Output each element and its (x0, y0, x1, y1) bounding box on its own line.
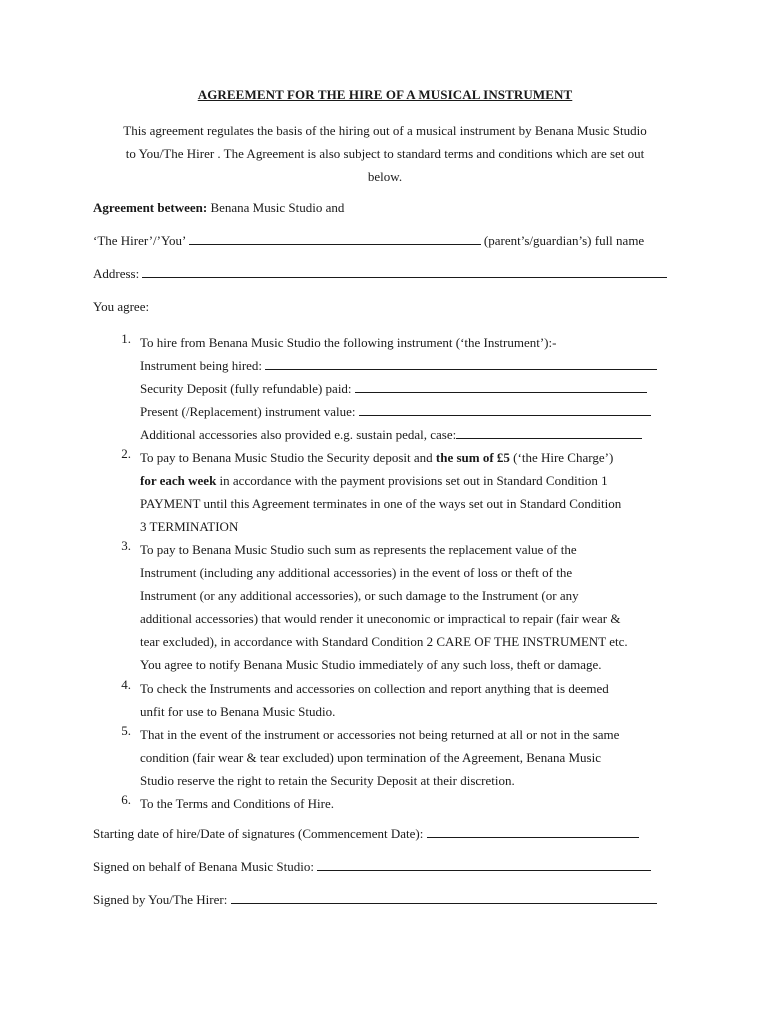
accessories-label: Additional accessories also provided e.g. sustain pedal, case: (140, 427, 457, 442)
value-field[interactable] (359, 404, 651, 416)
address-line (93, 266, 667, 282)
agreement-between-line (93, 200, 344, 216)
hire-charge-period: for each week (140, 473, 217, 488)
agreement-between-value: Benana Music Studio and (207, 200, 345, 215)
deposit-field[interactable] (355, 381, 647, 393)
list-number: 1. (121, 331, 131, 346)
signed-behalf-field[interactable] (317, 859, 651, 871)
list-item-text (140, 469, 680, 492)
starting-date-field[interactable] (427, 826, 639, 838)
list-item-text: 3 TERMINATION (140, 519, 239, 534)
signed-behalf-line (93, 859, 651, 875)
signed-hirer-label: Signed by You/The Hirer: (93, 892, 231, 907)
instrument-field[interactable] (265, 358, 657, 370)
starting-date-line (93, 826, 639, 842)
list-item-text: Studio reserve the right to retain the Security Deposit at their discretion. (140, 773, 515, 788)
hirer-suffix: (parent’s/guardian’s) full name (480, 233, 645, 248)
list-item-text: That in the event of the instrument or accessories not being returned at all or not in the same (140, 727, 620, 742)
instrument-label: Instrument being hired: (140, 358, 266, 373)
list-item-text: Instrument (or any additional accessories), or such damage to the Instrument (or any (140, 588, 579, 603)
list-item-text: condition (fair wear & tear excluded) upon termination of the Agreement, Benana Music (140, 750, 601, 765)
list-item-text: unfit for use to Benana Music Studio. (140, 704, 336, 719)
you-agree: You agree: (93, 299, 150, 314)
list-item-text: To the Terms and Conditions of Hire. (140, 796, 334, 811)
intro-line: below. (367, 169, 403, 184)
list-item-text: additional accessories) that would render it uneconomic or impractical to repair (fair wear & (140, 611, 621, 626)
text-span: (‘the Hire Charge’) (509, 450, 614, 465)
list-item-text: To pay to Benana Music Studio such sum as represents the replacement value of the (140, 542, 577, 557)
starting-date-label: Starting date of hire/Date of signatures (Commencement Date): (93, 826, 427, 841)
list-item-text: PAYMENT until this Agreement terminates in one of the ways set out in Standard Condition (140, 496, 622, 511)
intro-line: to You/The Hirer . The Agreement is also subject to standard terms and conditions which are set out (125, 146, 645, 161)
value-field-row (140, 400, 680, 423)
text-span: To pay to Benana Music Studio the Security deposit and (140, 450, 436, 465)
list-item-text: tear excluded), in accordance with Standard Condition 2 CARE OF THE INSTRUMENT etc. (140, 634, 628, 649)
intro-paragraph (92, 119, 678, 188)
list-item-text: You agree to notify Benana Music Studio immediately of any such loss, theft or damage. (140, 657, 602, 672)
signed-behalf-label: Signed on behalf of Benana Music Studio: (93, 859, 318, 874)
accessories-field[interactable] (456, 427, 642, 439)
list-number: 3. (121, 538, 131, 553)
list-item-text: To check the Instruments and accessories on collection and report anything that is deemed (140, 681, 609, 696)
list-number: 5. (121, 723, 131, 738)
hirer-name-field[interactable] (189, 233, 481, 245)
deposit-field-row (140, 377, 680, 400)
list-item-text: Instrument (including any additional accessories) in the event of loss or theft of the (140, 565, 573, 580)
list-number: 4. (121, 677, 131, 692)
list-number: 6. (121, 792, 131, 807)
list-number: 2. (121, 446, 131, 461)
instrument-field-row (140, 354, 680, 377)
deposit-label: Security Deposit (fully refundable) paid: (140, 381, 355, 396)
list-item-text (140, 446, 680, 469)
signed-hirer-line (93, 892, 657, 908)
address-field[interactable] (142, 266, 667, 278)
signed-hirer-field[interactable] (231, 892, 657, 904)
list-item-text: To hire from Benana Music Studio the following instrument (‘the Instrument’):- (140, 335, 557, 350)
address-label: Address: (93, 266, 143, 281)
hire-charge-amount: the sum of £5 (435, 450, 510, 465)
document-title: AGREEMENT FOR THE HIRE OF A MUSICAL INSTRUMENT (197, 87, 573, 102)
accessories-field-row (140, 423, 680, 446)
agreement-between-label: Agreement between: (93, 200, 208, 215)
value-label: Present (/Replacement) instrument value: (140, 404, 359, 419)
hirer-label: ‘The Hirer’/’You’ (93, 233, 189, 248)
intro-line: This agreement regulates the basis of the hiring out of a musical instrument by Benana Music Studio (123, 123, 647, 138)
hirer-line (93, 233, 644, 249)
text-span: in accordance with the payment provisions set out in Standard Condition 1 (216, 473, 608, 488)
